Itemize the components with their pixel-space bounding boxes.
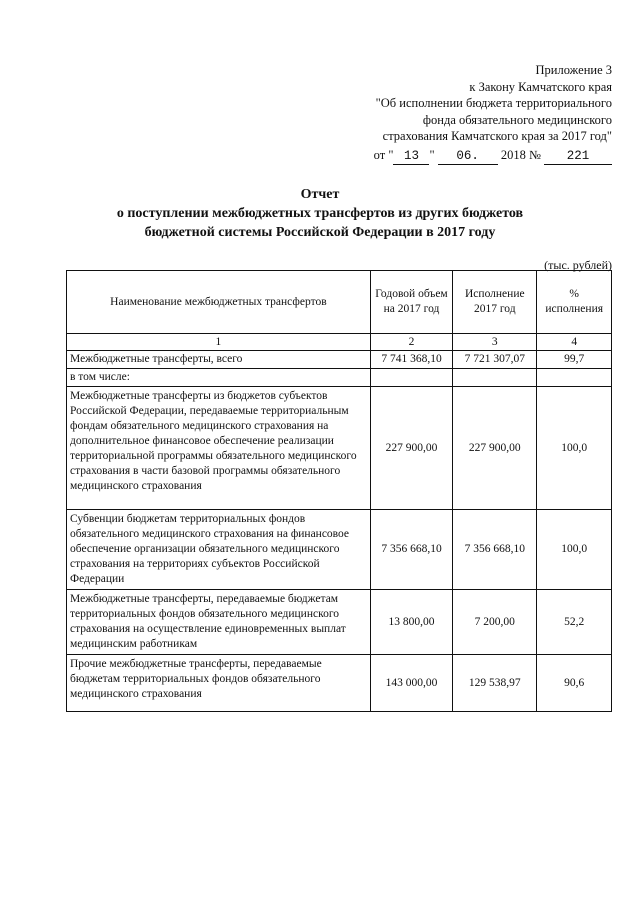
column-number: 1 [67, 334, 371, 351]
table-row [67, 590, 612, 655]
date-day: 13 [393, 148, 429, 166]
row-annual: 227 900,00 [370, 387, 452, 510]
report-title [0, 185, 640, 242]
appendix-line-3: "Об исполнении бюджета территориального [375, 96, 612, 110]
table-row-including [67, 369, 612, 387]
header-annual: Годовой объем на 2017 год [370, 271, 452, 334]
appendix-line-5: страхования Камчатского края за 2017 год" [382, 129, 612, 143]
row-percent: 52,2 [537, 590, 612, 655]
total-annual: 7 741 368,10 [370, 351, 452, 369]
empty-cell [537, 369, 612, 387]
row-name: Субвенции бюджетам территориальных фондов обязательного медицинского страхования на финансовое обеспечение организации обязательного медицинского страхования на территориях субъектов Российской Федерации [67, 510, 371, 590]
date-year: 2018 № [500, 147, 541, 162]
row-execution: 7 200,00 [453, 590, 537, 655]
appendix-date-line [312, 147, 612, 166]
total-name: Межбюджетные трансферты, всего [67, 351, 371, 369]
table-header-row [67, 271, 612, 334]
units-label: (тыс. рублей) [544, 258, 612, 272]
row-execution: 227 900,00 [453, 387, 537, 510]
row-percent: 90,6 [537, 655, 612, 712]
column-number: 3 [453, 334, 537, 351]
row-annual: 7 356 668,10 [370, 510, 452, 590]
header-percent: % исполнения [537, 271, 612, 334]
date-month: 06. [438, 148, 498, 166]
transfers-table [66, 270, 612, 712]
header-execution: Исполнение 2017 год [453, 271, 537, 334]
including-label: в том числе: [67, 369, 371, 387]
law-number: 221 [544, 148, 612, 166]
table-row [67, 387, 612, 510]
column-number: 2 [370, 334, 452, 351]
empty-cell [370, 369, 452, 387]
header-name: Наименование межбюджетных трансфертов [67, 271, 371, 334]
appendix-block [312, 62, 612, 165]
appendix-line-4: фонда обязательного медицинского [422, 112, 612, 127]
row-annual: 13 800,00 [370, 590, 452, 655]
total-percent: 99,7 [537, 351, 612, 369]
title-line-3: бюджетной системы Российской Федерации в 2017 году [144, 225, 496, 240]
row-execution: 7 356 668,10 [453, 510, 537, 590]
row-percent: 100,0 [537, 387, 612, 510]
appendix-line-1: Приложение 3 [535, 63, 612, 77]
date-sep: " [429, 147, 435, 162]
row-percent: 100,0 [537, 510, 612, 590]
date-prefix: от " [373, 147, 394, 162]
row-name: Прочие межбюджетные трансферты, передаваемые бюджетам территориальных фондов обязательного медицинского страхования [67, 655, 371, 712]
row-name: Межбюджетные трансферты, передаваемые бюджетам территориальных фондов обязательного медицинского страхования на осуществление единовременных выплат медицинским работникам [67, 590, 371, 655]
table-row [67, 510, 612, 590]
table-row [67, 655, 612, 712]
row-annual: 143 000,00 [370, 655, 452, 712]
column-number: 4 [537, 334, 612, 351]
column-numbers-row [67, 334, 612, 351]
row-name: Межбюджетные трансферты из бюджетов субъектов Российской Федерации, передаваемые территориальным фондам обязательного медицинского страхования на дополнительное финансовое обеспечение реализации территориальной программы обязательного медицинского страхования в части базовой программы обязательного медицинского страхования [67, 387, 371, 510]
empty-cell [453, 369, 537, 387]
appendix-line-2: к Закону Камчатского края [469, 79, 612, 94]
title-line-1: Отчет [300, 187, 340, 202]
title-line-2: о поступлении межбюджетных трансфертов из других бюджетов [116, 206, 524, 221]
row-execution: 129 538,97 [453, 655, 537, 712]
total-execution: 7 721 307,07 [453, 351, 537, 369]
table-row-total [67, 351, 612, 369]
